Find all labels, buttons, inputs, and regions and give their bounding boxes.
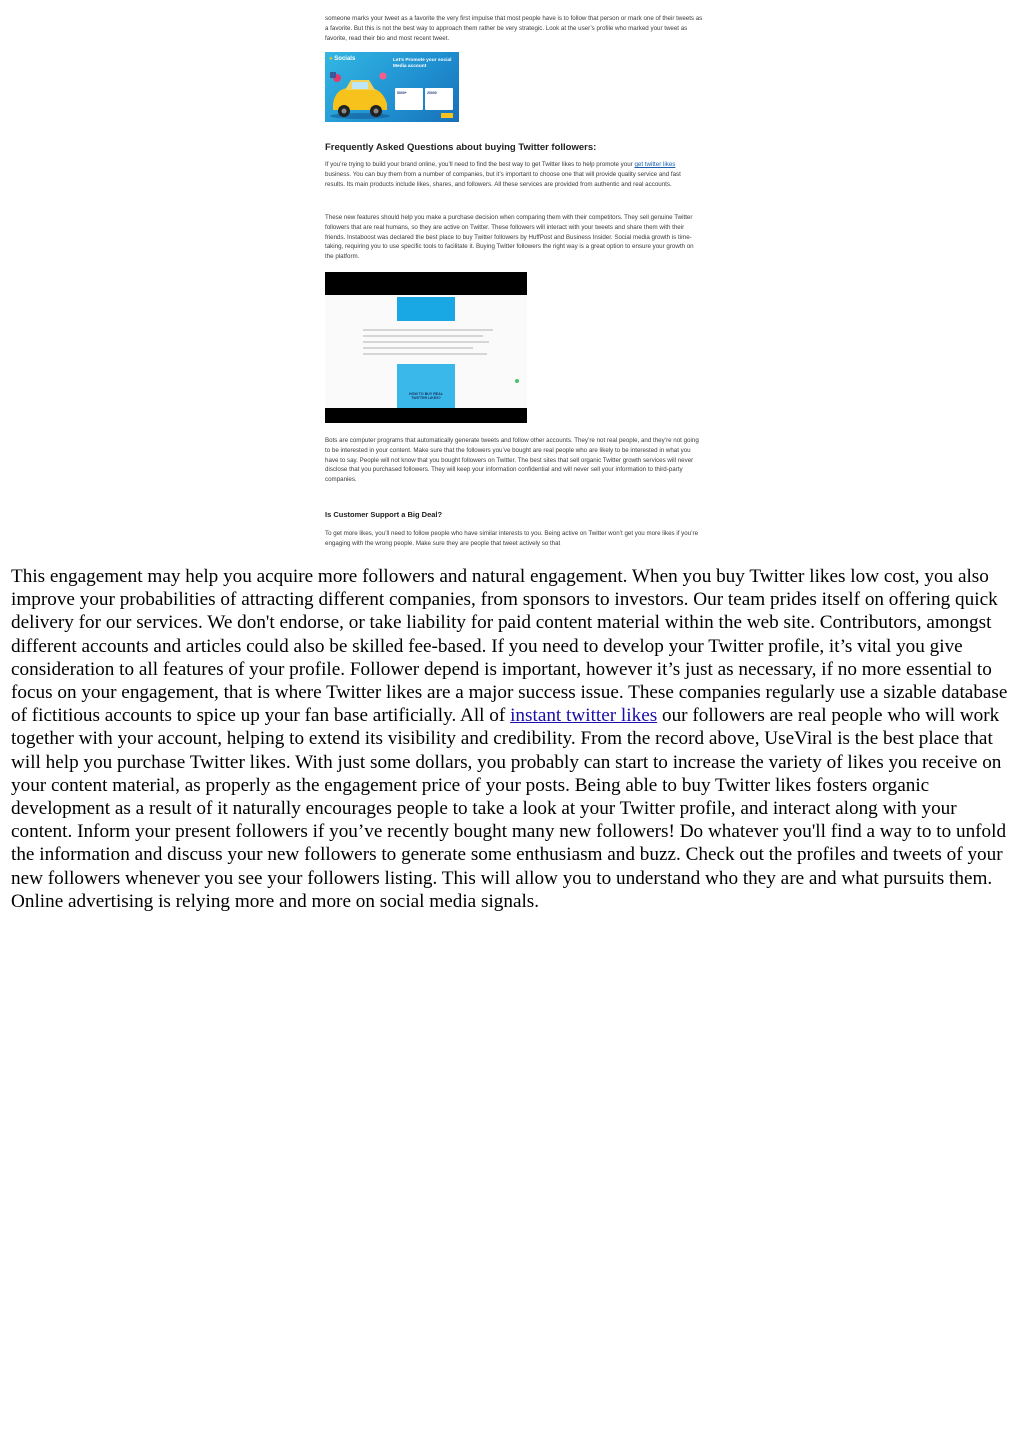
bots-paragraph: Bots are computer programs that automatically generate tweets and follow other accounts. They’re not real people, and they’re not going to be interested in your content. Make sure that the followers you’ve bought are real people who are likely to be interested in what you have to say. People will not know that you bought followers on Twitter. The best sites that sell organic Twitter growth services will never disclose that you purchased followers. They will keep your information confidential and will never sell your information to third-party companies.: [325, 437, 699, 484]
support-heading: Is Customer Support a Big Deal?: [325, 510, 443, 519]
yellow-car-icon: [327, 68, 393, 120]
video-page-content: [325, 295, 527, 408]
banner-stat-box-2: 20000: [425, 88, 453, 110]
banner-cta-button: [441, 113, 453, 118]
article-text-before-link: This engagement may help you acquire more followers and natural engagement. When you buy Twitter likes low cost, you also improve your probabilities of attracting different companies, from sponsors to investors. Our team prides itself on offering quick delivery for our services. We don't endorse, or take liability for paid content material within the web site. Contributors, amongst different accounts and articles could also be skilled fee-based. If you need to develop your Twitter profile, it’s vital you give consideration to all features of your profile. Follower depend is important, however it’s just as necessary, if no more essential to focus on your engagement, that is where Twitter likes are a major success issue. These companies regularly use a sizable database of fictitious accounts to spice up your fan base artificially. All of: [11, 566, 1008, 727]
banner-headline: Let’s Promote your social Media account: [393, 58, 452, 69]
video-blue-tile-top: [397, 297, 455, 321]
banner-brand: ● Socials: [329, 56, 356, 62]
get-twitter-likes-link: get twitter likes: [634, 161, 676, 168]
video-text-line: [363, 329, 493, 331]
embedded-video-frame: [325, 272, 527, 423]
video-text-line: [363, 347, 473, 349]
video-text-line: [363, 335, 483, 337]
promo-banner-image: [325, 52, 459, 122]
faq-heading: Frequently Asked Questions about buying Twitter followers:: [325, 142, 597, 153]
support-paragraph: To get more likes, you’ll need to follow people who have similar interests to you. Being active on Twitter won’t get you more likes if you’re engaging with the wrong people. Make sure they are people that tweet actively so that: [325, 530, 699, 547]
faq-paragraph-2: These new features should help you make a purchase decision when comparing them with their competitors. They sell genuine Twitter followers that are real humans, so they are active on Twitter. These followers will interact with your tweets and share them with their friends. Instaboost was declared the best place to buy Twitter followers by HuffPost and Business Insider. Social media growth is time-taking, requiring you to use specific tools to facilitate it. Buying Twitter followers the right way is a great option to ensure your growth on the platform.: [325, 214, 694, 261]
video-text-line: [363, 353, 487, 355]
video-blue-tile-bottom: [397, 364, 455, 408]
embedded-article-screenshot: [318, 8, 708, 553]
instant-twitter-likes-link[interactable]: instant twitter likes: [510, 705, 658, 727]
screenshot-intro-paragraph: someone marks your tweet as a favorite the very first impulse that most people have is to follow that person or mark one of their tweets as a favorite. But this is not the best way to approach them rather be very strategic. Look at the user’s profile who marked your tweet as favorite, read their bio and most recent tweet.: [325, 15, 703, 42]
article-body-paragraph: [11, 565, 1017, 913]
video-green-dot-icon: [515, 379, 519, 383]
video-caption: HOW TO BUY REAL TWITTER LIKES?: [408, 392, 443, 401]
video-text-line: [363, 341, 489, 343]
article-text-after-link: our followers are real people who will work together with your account, helping to extend its visibility and credibility. From the record above, UseViral is the best place that will help you purchase Twitter likes. With just some dollars, you probably can start to increase the variety of likes you receive on your content material, as properly as the engagement price of your posts. Being able to buy Twitter likes fosters organic development as a result of it naturally encourages people to take a look at your Twitter profile, and interact along with your content. Inform your present followers if you’ve recently bought many new followers! Do whatever you'll find a way to to unfold the information and discuss your new followers to generate some enthusiasm and buzz. Check out the profiles and tweets of your new followers whenever you see your followers listing. This will allow you to understand who they are and what pursuits them. Online advertising is relying more and more on social media signals.: [11, 705, 1007, 912]
banner-stat-box-1: 5000+: [395, 88, 423, 110]
faq-paragraph-1: If you’re trying to build your brand online, you’ll need to find the best way to get Twitter likes to help promote your get twitter likes business. You can buy them from a number of companies, but it’s important to choose one that will provide quality service and fast results. Its main products include likes, shares, and followers. All these services are provided from authentic and real accounts.: [325, 161, 681, 188]
